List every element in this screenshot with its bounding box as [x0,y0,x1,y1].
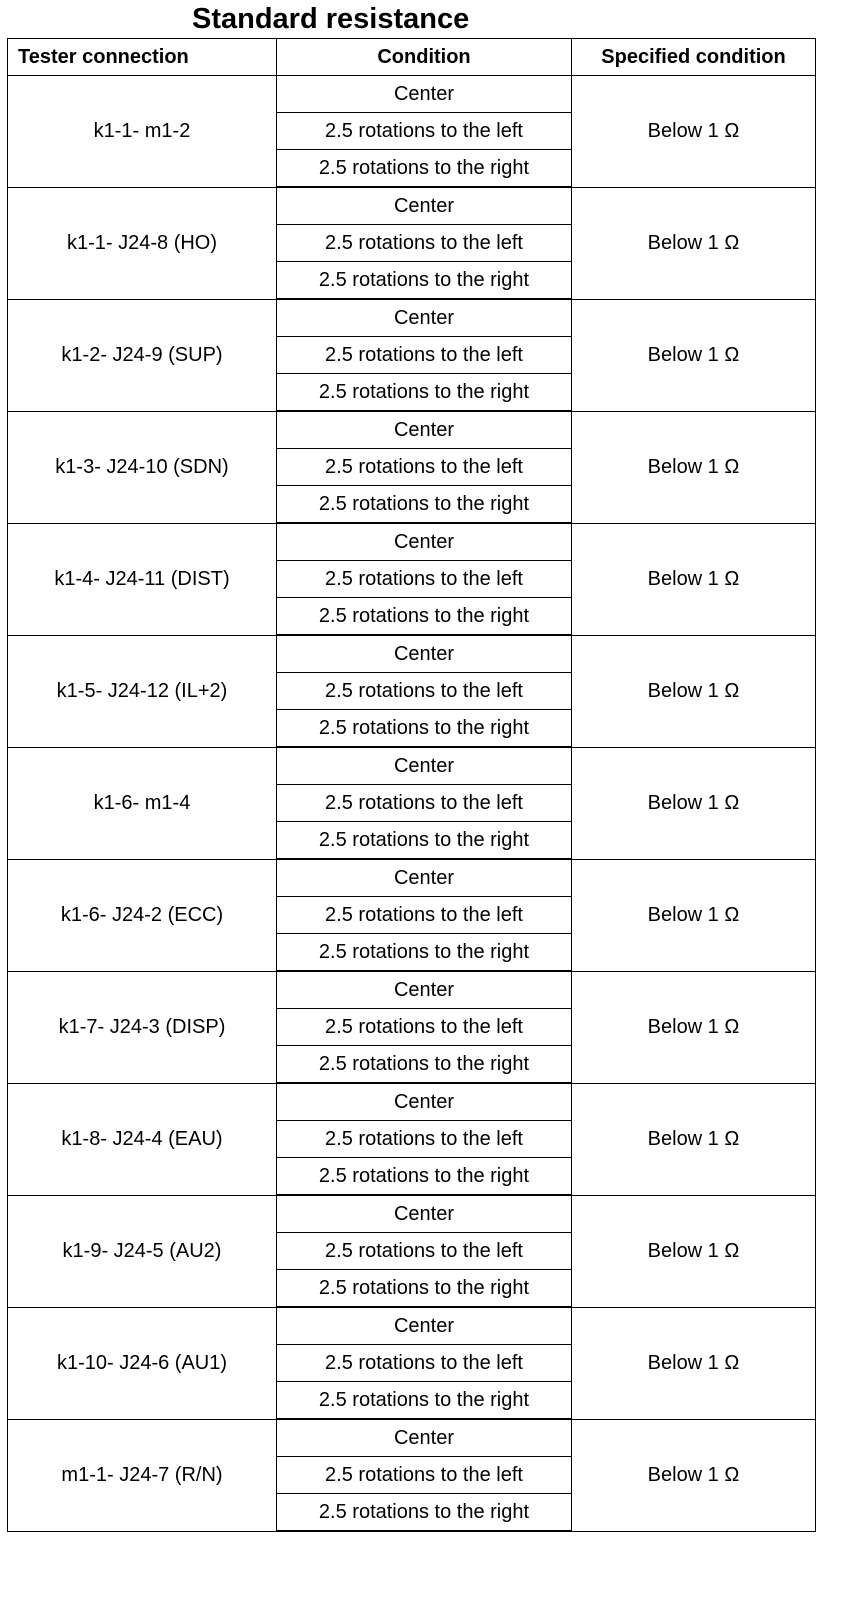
condition-cell: Center [277,411,572,449]
condition-cell: 2.5 rotations to the right [277,1046,572,1084]
table-row [8,859,816,897]
condition-cell: 2.5 rotations to the right [277,598,572,636]
tester-connection-cell: k1-6- m1-4 [8,747,277,859]
condition-cell: Center [277,635,572,673]
table-row [8,523,816,561]
condition-cell: Center [277,299,572,337]
header-tester-connection: Tester connection [8,39,277,76]
specified-condition-cell: Below 1 Ω [572,299,816,411]
condition-cell: Center [277,1195,572,1233]
header-condition: Condition [277,39,572,76]
tester-connection-cell: k1-3- J24-10 (SDN) [8,411,277,523]
specified-condition-cell: Below 1 Ω [572,76,816,188]
table-header-row [8,39,816,76]
condition-cell: 2.5 rotations to the right [277,486,572,524]
condition-cell: 2.5 rotations to the left [277,225,572,262]
condition-cell: 2.5 rotations to the left [277,785,572,822]
condition-cell: 2.5 rotations to the right [277,1270,572,1308]
specified-condition-cell: Below 1 Ω [572,859,816,971]
page-title: Standard resistance [192,3,470,35]
table-body [8,76,816,1532]
specified-condition-cell: Below 1 Ω [572,747,816,859]
tester-connection-cell: m1-1- J24-7 (R/N) [8,1419,277,1531]
condition-cell: 2.5 rotations to the right [277,374,572,412]
condition-cell: 2.5 rotations to the right [277,1382,572,1420]
tester-connection-cell: k1-7- J24-3 (DISP) [8,971,277,1083]
table-row [8,1195,816,1233]
tester-connection-cell: k1-5- J24-12 (IL+2) [8,635,277,747]
condition-cell: 2.5 rotations to the left [277,561,572,598]
condition-cell: Center [277,747,572,785]
tester-connection-cell: k1-1- J24-8 (HO) [8,187,277,299]
condition-cell: 2.5 rotations to the left [277,1009,572,1046]
tester-connection-cell: k1-6- J24-2 (ECC) [8,859,277,971]
specified-condition-cell: Below 1 Ω [572,187,816,299]
specified-condition-cell: Below 1 Ω [572,1419,816,1531]
specified-condition-cell: Below 1 Ω [572,1083,816,1195]
condition-cell: 2.5 rotations to the right [277,262,572,300]
tester-connection-cell: k1-8- J24-4 (EAU) [8,1083,277,1195]
table-row [8,971,816,1009]
table-row [8,411,816,449]
table-row [8,747,816,785]
condition-cell: 2.5 rotations to the left [277,1457,572,1494]
condition-cell: Center [277,187,572,225]
table-row [8,187,816,225]
tester-connection-cell: k1-4- J24-11 (DIST) [8,523,277,635]
condition-cell: 2.5 rotations to the right [277,1158,572,1196]
table-row [8,1083,816,1121]
condition-cell: 2.5 rotations to the left [277,673,572,710]
condition-cell: 2.5 rotations to the left [277,113,572,150]
condition-cell: Center [277,859,572,897]
condition-cell: 2.5 rotations to the left [277,337,572,374]
condition-cell: 2.5 rotations to the left [277,897,572,934]
condition-cell: Center [277,1083,572,1121]
specified-condition-cell: Below 1 Ω [572,523,816,635]
table-row [8,1307,816,1345]
condition-cell: 2.5 rotations to the right [277,710,572,748]
resistance-table [7,38,816,1532]
condition-cell: 2.5 rotations to the right [277,934,572,972]
table-row [8,635,816,673]
specified-condition-cell: Below 1 Ω [572,971,816,1083]
table-row [8,1419,816,1457]
condition-cell: Center [277,1307,572,1345]
condition-cell: Center [277,971,572,1009]
condition-cell: 2.5 rotations to the right [277,150,572,188]
condition-cell: 2.5 rotations to the right [277,822,572,860]
table-row [8,299,816,337]
condition-cell: 2.5 rotations to the left [277,1345,572,1382]
tester-connection-cell: k1-1- m1-2 [8,76,277,188]
condition-cell: 2.5 rotations to the left [277,449,572,486]
condition-cell: 2.5 rotations to the left [277,1121,572,1158]
condition-cell: Center [277,76,572,113]
specified-condition-cell: Below 1 Ω [572,1307,816,1419]
table-row [8,76,816,113]
tester-connection-cell: k1-10- J24-6 (AU1) [8,1307,277,1419]
condition-cell: Center [277,1419,572,1457]
condition-cell: 2.5 rotations to the left [277,1233,572,1270]
condition-cell: 2.5 rotations to the right [277,1494,572,1532]
specified-condition-cell: Below 1 Ω [572,411,816,523]
condition-cell: Center [277,523,572,561]
tester-connection-cell: k1-2- J24-9 (SUP) [8,299,277,411]
header-specified-condition: Specified condition [572,39,816,76]
specified-condition-cell: Below 1 Ω [572,1195,816,1307]
specified-condition-cell: Below 1 Ω [572,635,816,747]
tester-connection-cell: k1-9- J24-5 (AU2) [8,1195,277,1307]
